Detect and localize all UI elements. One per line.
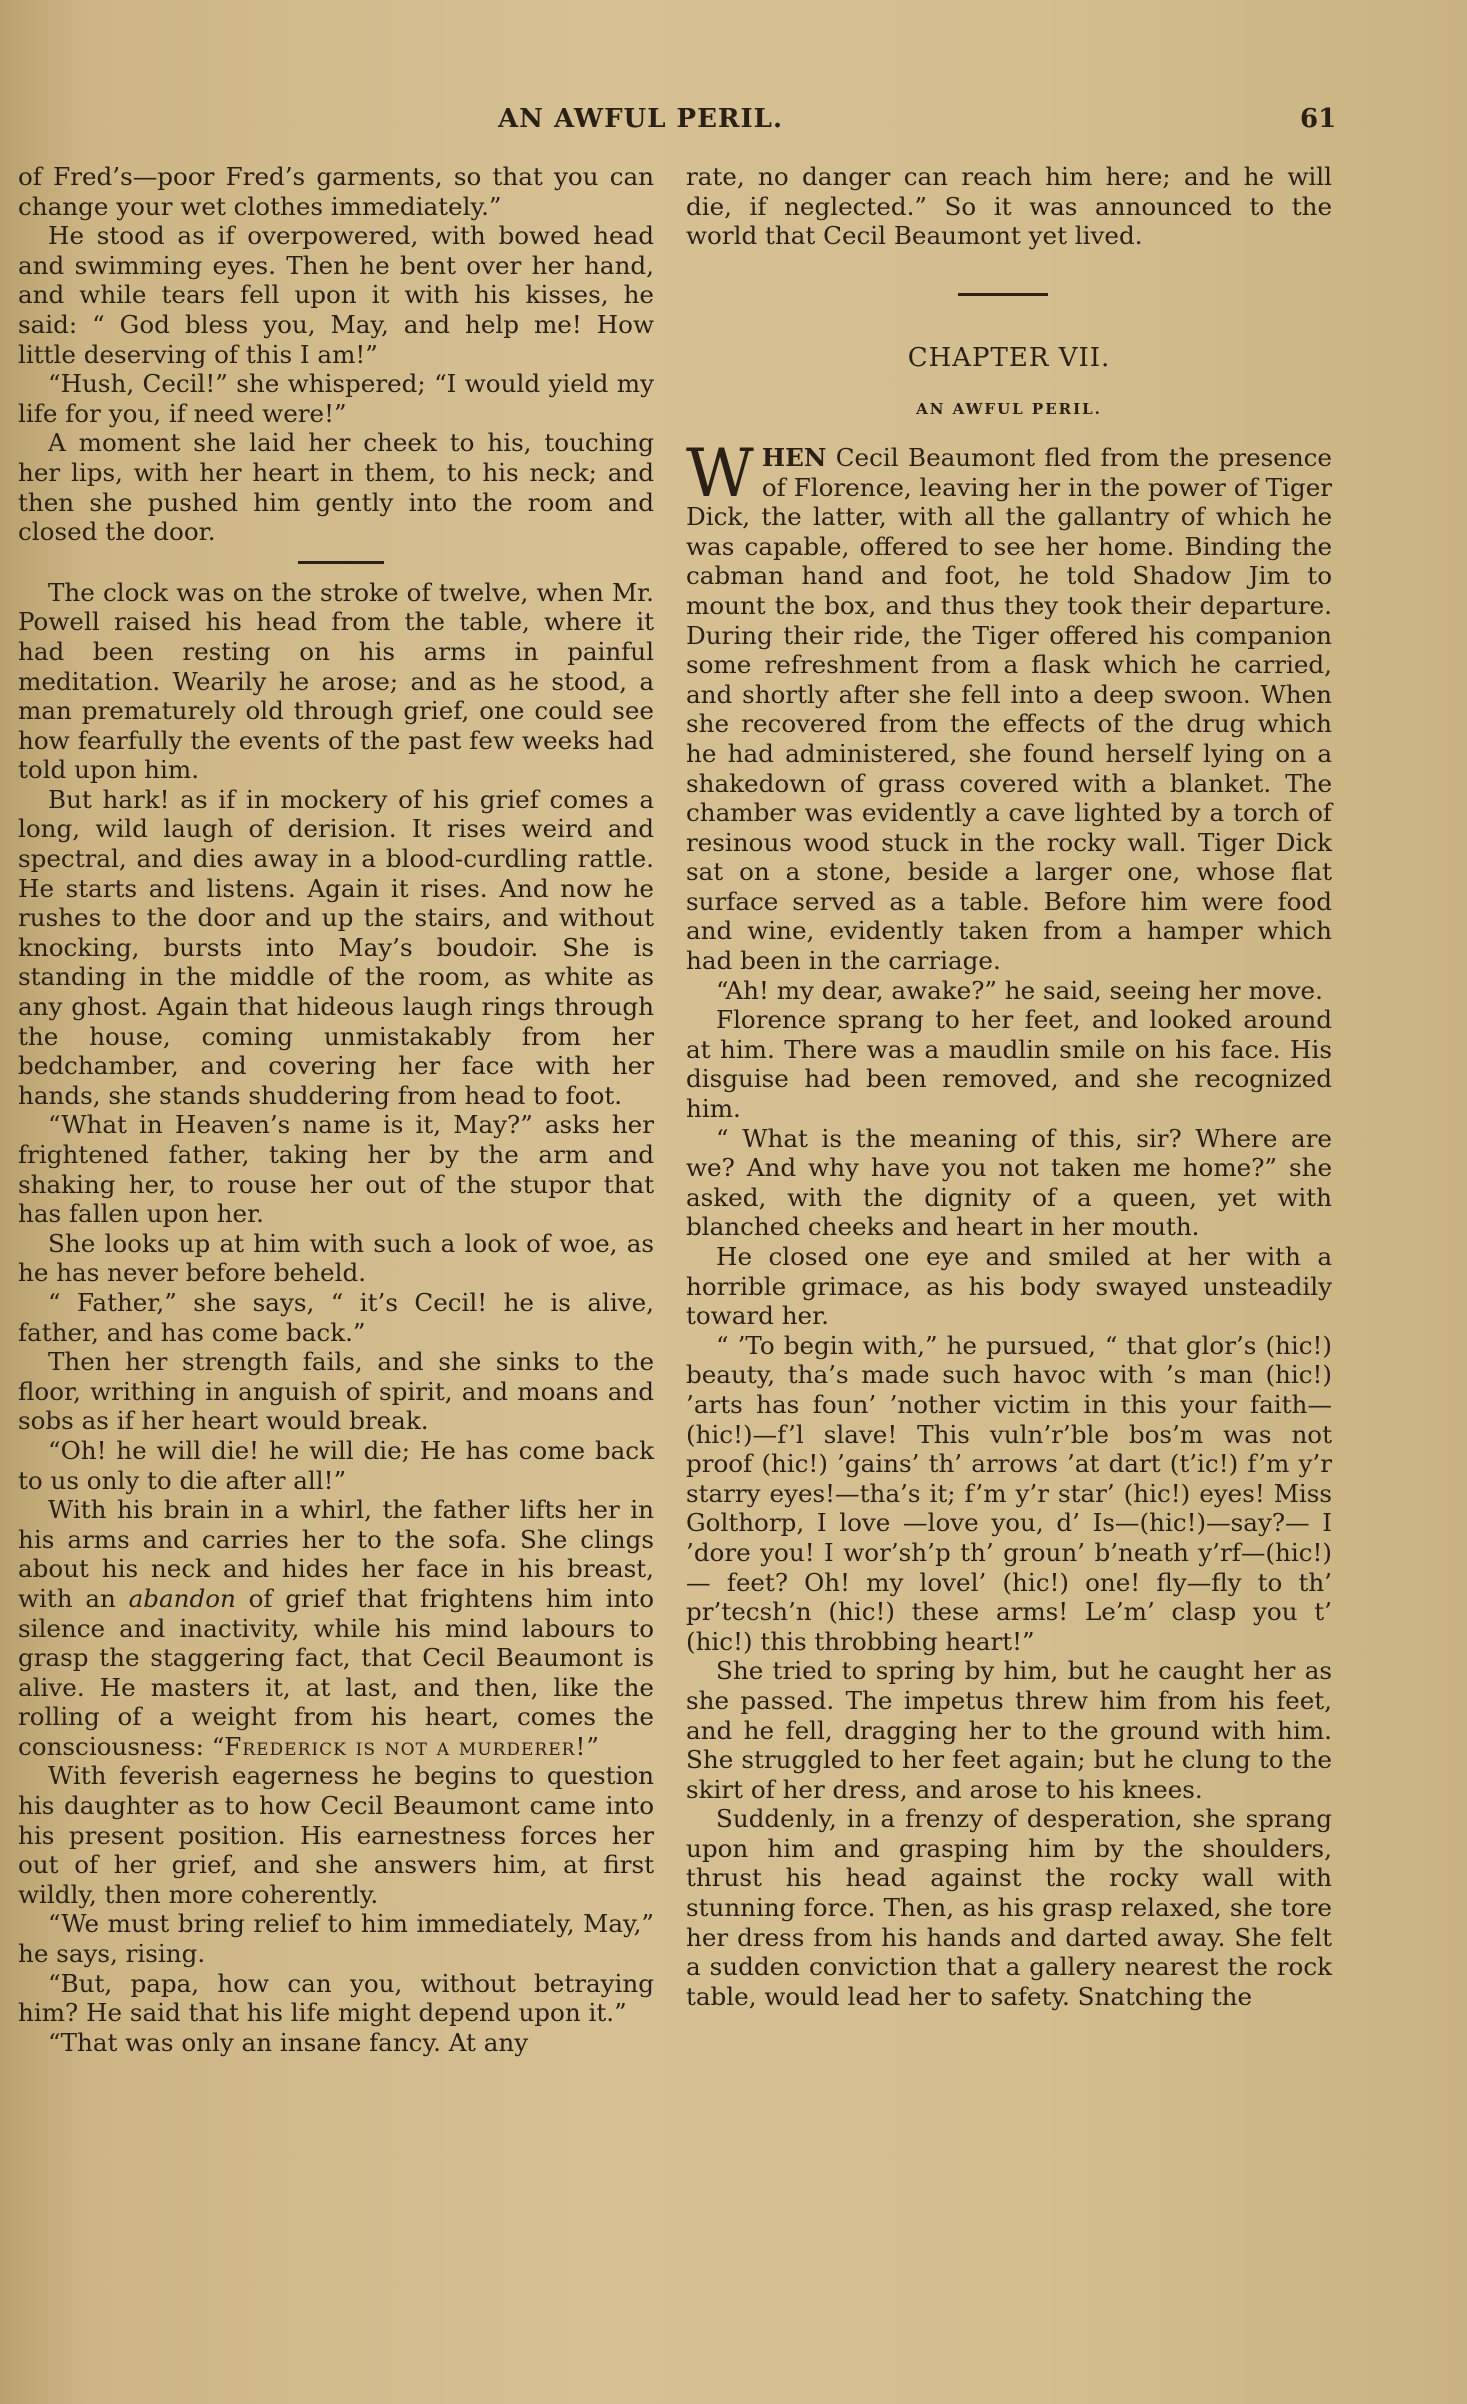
paragraph: Florence sprang to her feet, and looked around at him. There was a maudlin smile on his face. His disguise had been removed, and she recognized him.	[686, 1005, 1332, 1124]
paragraph	[18, 1495, 654, 1761]
left-column	[18, 162, 654, 2057]
chapter-title: CHAPTER VII.	[907, 342, 1111, 373]
text-run: With his brain in a whirl, the father lifts her in his arms and carries her to the sofa. She clings about his neck and hides her face in his breast, with an	[18, 1495, 654, 1613]
paragraph: But hark! as if in mockery of his grief comes a long, wild laugh of derision. It rises weird and spectral, and dies away in a blood-curdling rattle. He starts and listens. Again it rises. And now he rushes to the door and up the stairs, and without knocking, bursts into May’s boudoir. She is standing in the middle of the room, as white as any ghost. Again that hideous laugh rings through the house, coming unmistakably from her bedchamber, and covering her face with her hands, she stands shuddering from head to foot.	[18, 784, 654, 1110]
page-number: 61	[1300, 104, 1337, 134]
paragraph: She tried to spring by him, but he caught her as she passed. The impetus threw him from his feet, and he fell, dragging her to the ground with him. She struggled to her feet again; but he clung to the skirt of her dress, and arose to his knees.	[686, 1656, 1332, 1804]
running-head	[0, 104, 1467, 144]
paragraph: “Hush, Cecil!” she whispered; “I would yield my life for you, if need were!”	[18, 369, 654, 428]
drop-cap: W	[686, 434, 754, 512]
paragraph: “What in Heaven’s name is it, May?” asks her frightened father, taking her by the arm and shaking her, to rouse her out of the stupor that has fallen upon her.	[18, 1110, 654, 1229]
small-caps-phrase: Frederick is not a murderer!	[224, 1731, 587, 1761]
paragraph: “But, papa, how can you, without betraying him? He said that his life might depend upon it.”	[18, 1968, 654, 2028]
paragraph: “That was only an insane fancy. At any	[48, 2027, 529, 2057]
first-word: HEN	[761, 442, 827, 472]
paragraph: “ ’To begin with,” he pursued, “ that glor’s (hic!) beauty, tha’s made such havoc with ’s man (hic!) ’arts has foun’ ’nother victim in this your faith—(hic!)—f’l slave! This vuln’r’ble bos’m was not proof (hic!) ’gains’ th’ arrows ’at dart (t’ic!) f’m y’r starry eyes!—tha’s it; f’m y’r star’ (hic!) eyes! Miss Golthorp, I love —love you, d’ Is—(hic!)—say?— I ’dore you! I wor’sh’p th’ groun’ b’neath y’rf—(hic!)— feet? Oh! my lovel’ (hic!) one! fly—fly to th’ pr’tecsh’n (hic!) these arms! Le’m’ clasp you t’ (hic!) this throbbing heart!”	[686, 1330, 1332, 1656]
paragraph: Suddenly, in a frenzy of desperation, she sprang upon him and grasping him by the shoulders, thrust his head against the rocky wall with stunning force. Then, as his grasp relaxed, she tore her dress from his hands and darted away. She felt a sudden conviction that a gallery nearest the rock table, would lead her to safety. Snatching the	[686, 1804, 1332, 2011]
paragraph: “Oh! he will die! he will die; He has come back to us only to die after all!”	[18, 1435, 654, 1495]
text-run: Cecil Beaumont fled from the presence of Florence, leaving her in the power of Tiger Dick, the latter, with all the gallantry of which he was capable, offered to see her home. Binding the cabman hand and foot, he told Shadow Jim to mount the box, and thus they took their departure. During their ride, the Tiger offered his companion some refreshment from a flask which he carried, and shortly after she fell into a deep swoon. When she recovered from the effects of the drug which he had administered, she found herself lying on a shakedown of grass covered with a blanket. The chamber was evidently a cave lighted by a torch of resinous wood stuck in the rocky wall. Tiger Dick sat on a stone, beside a larger one, whose flat surface served as a table. Before him were food and wine, evidently taken from a hamper which had been in the carriage.	[686, 442, 1332, 976]
right-column	[686, 162, 1332, 2011]
paragraph: rate, no danger can reach him here; and he will die, if neglected.” So it was announced to the world that Cecil Beaumont yet lived.	[686, 162, 1332, 251]
paragraph: “We must bring relief to him immediately, May,” he says, rising.	[18, 1909, 654, 1969]
paragraph: With feverish eagerness he begins to question his daughter as to how Cecil Beaumont came into his present position. His earnestness forces her out of her grief, and she answers him, at first wildly, then more coherently.	[18, 1761, 654, 1909]
paragraph: She looks up at him with such a look of woe, as he has never before beheld.	[18, 1228, 654, 1288]
section-divider	[958, 293, 1048, 296]
paragraph: He closed one eye and smiled at her with a horrible grimace, as his body swayed unsteadily toward her.	[686, 1242, 1332, 1331]
paragraph: A moment she laid her cheek to his, touching her lips, with her heart in them, to his neck; and then she pushed him gently into the room and closed the door.	[18, 428, 654, 547]
chapter-opening-paragraph	[686, 434, 1332, 976]
section-divider	[298, 561, 384, 564]
paragraph: “ What is the meaning of this, sir? Where are we? And why have you not taken me home?” she asked, with the dignity of a queen, yet with blanched cheeks and heart in her mouth.	[686, 1123, 1332, 1242]
text-run: of grief that frightens him into silence and inactivity, while his mind labours to grasp the staggering fact, that Cecil Beaumont is alive. He masters it, at last, and then, like the rolling of a weight from his heart, comes the consciousness: “	[18, 1583, 655, 1761]
italic-word: abandon	[128, 1583, 236, 1613]
text-run: ”	[586, 1731, 599, 1761]
paragraph: “ Father,” she says, “ it’s Cecil! he is alive, father, and has come back.”	[18, 1287, 654, 1347]
paragraph: Then her strength fails, and she sinks to the floor, writhing in anguish of spirit, and moans and sobs as if her heart would break.	[18, 1347, 654, 1436]
paragraph: “Ah! my dear, awake?” he said, seeing her move.	[716, 975, 1323, 1005]
running-title: AN AWFUL PERIL.	[498, 104, 784, 134]
paragraph: The clock was on the stroke of twelve, when Mr. Powell raised his head from the table, where it had been resting on his arms in painful meditation. Wearily he arose; and as he stood, a man prematurely old through grief, one could see how fearfully the events of the past few weeks had told upon him.	[18, 577, 654, 785]
chapter-subtitle: AN AWFUL PERIL.	[916, 400, 1102, 419]
paragraph: He stood as if overpowered, with bowed head and swimming eyes. Then he bent over her hand, and while tears fell upon it with his kisses, he said: “ God bless you, May, and help me! How little deserving of this I am!”	[18, 221, 654, 369]
paragraph: of Fred’s—poor Fred’s garments, so that you can change your wet clothes immediately.”	[18, 162, 654, 221]
